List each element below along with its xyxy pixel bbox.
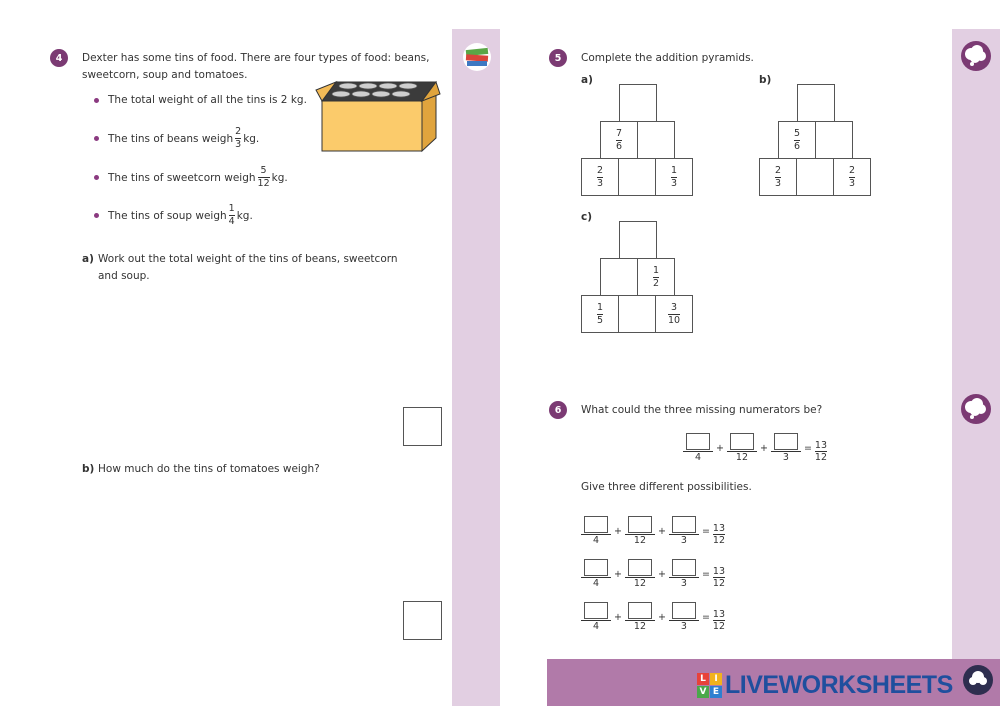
pyramid-c-top-box[interactable]	[619, 221, 657, 259]
q4-part-b-text: How much do the tins of tomatoes weigh?	[98, 463, 320, 475]
q5-label-b: b)	[759, 74, 772, 86]
pyramid-c-mid-right: $\frac{1}{2}$	[637, 258, 675, 296]
unit-kg: kg.	[271, 171, 288, 184]
q6-answer-equation-1: 4 + 12 + 3 = 13 12	[581, 516, 725, 546]
q4-part-a-label: a)	[82, 253, 94, 265]
question-5-number: 5	[549, 49, 567, 67]
thinking-cloud-icon	[960, 40, 992, 72]
fraction: $\frac{5}{12}$	[257, 165, 270, 189]
pyramid-a-mid-right-box[interactable]	[637, 121, 675, 159]
q4-bullet-sweetcorn-text: The tins of sweetcorn weigh	[108, 171, 256, 184]
logo-tile-e: E	[710, 686, 722, 698]
numerator-box[interactable]	[672, 559, 696, 576]
numerator-box[interactable]	[672, 602, 696, 619]
numerator-box[interactable]	[628, 559, 652, 576]
q4-bullet-beans-text: The tins of beans weigh	[108, 132, 234, 145]
left-page-sidebar	[452, 29, 500, 706]
unit-kg: kg.	[236, 209, 253, 222]
q4-part-a-answer-box[interactable]	[403, 407, 442, 446]
q6-example-equation: 4 + 12 + 3 = 13 12	[683, 433, 827, 463]
q5-label-c: c)	[581, 211, 593, 223]
q4-intro-line1: Dexter has some tins of food. There are four types of food: beans,	[82, 52, 430, 64]
white-rose-badge-icon	[962, 664, 994, 696]
numerator-box[interactable]	[628, 516, 652, 533]
numerator-box[interactable]	[672, 516, 696, 533]
q4-part-a-line1: Work out the total weight of the tins of beans, sweetcorn	[98, 253, 398, 265]
q5-title: Complete the addition pyramids.	[581, 52, 754, 64]
q4-part-a-line2: and soup.	[98, 270, 150, 282]
numerator-box[interactable]	[584, 602, 608, 619]
q6-answer-equation-2: 4 + 12 + 3 = 13 12	[581, 559, 725, 589]
pyramid-b-mid-right-box[interactable]	[815, 121, 853, 159]
right-page-sidebar	[952, 29, 1000, 706]
q4-bullet-soup-text: The tins of soup weigh	[108, 209, 227, 222]
pyramid-b-bot-right: $\frac{2}{3}$	[833, 158, 871, 196]
pyramid-b-bot-left: $\frac{2}{3}$	[759, 158, 797, 196]
q4-bullet-beans	[108, 127, 259, 150]
bullet-dot	[94, 98, 99, 103]
liveworksheets-logo[interactable]	[697, 671, 953, 699]
logo-tile-v: V	[697, 686, 709, 698]
logo-letter-tiles	[697, 673, 722, 698]
bullet-dot	[94, 175, 99, 180]
logo-tile-l: L	[697, 673, 709, 685]
thinking-cloud-icon	[960, 393, 992, 425]
numerator-box[interactable]	[584, 516, 608, 533]
pyramid-c-mid-left-box[interactable]	[600, 258, 638, 296]
pyramid-c-bot-left: $\frac{1}{5}$	[581, 295, 619, 333]
pyramid-c-bot-right: $\frac{3}{10}$	[655, 295, 693, 333]
pyramid-a-bot-middle-box[interactable]	[618, 158, 656, 196]
q4-bullet-total-weight: The total weight of all the tins is 2 kg.	[108, 94, 307, 106]
logo-wordmark: LIVEWORKSHEETS	[725, 670, 953, 699]
fraction: $\frac{2}{3}$	[235, 126, 242, 150]
numerator-box[interactable]	[730, 433, 754, 450]
numerator-box[interactable]	[584, 559, 608, 576]
box-of-tins-illustration	[314, 76, 444, 154]
pyramid-a-mid-left: $\frac{7}{6}$	[600, 121, 638, 159]
numerator-box[interactable]	[686, 433, 710, 450]
q6-answer-equation-3: 4 + 12 + 3 = 13 12	[581, 602, 725, 632]
books-icon	[461, 42, 493, 72]
q4-part-b-answer-box[interactable]	[403, 601, 442, 640]
pyramid-b-mid-left: $\frac{5}{6}$	[778, 121, 816, 159]
unit-kg: kg.	[243, 132, 260, 145]
pyramid-a-top-box[interactable]	[619, 84, 657, 122]
numerator-box[interactable]	[774, 433, 798, 450]
q6-give-text: Give three different possibilities.	[581, 481, 752, 493]
pyramid-c-bot-middle-box[interactable]	[618, 295, 656, 333]
numerator-box[interactable]	[628, 602, 652, 619]
q4-bullet-sweetcorn	[108, 166, 288, 189]
pyramid-b-top-box[interactable]	[797, 84, 835, 122]
bullet-dot	[94, 136, 99, 141]
q4-part-b-label: b)	[82, 463, 95, 475]
fraction: $\frac{1}{4}$	[228, 203, 235, 227]
question-4-number: 4	[50, 49, 68, 67]
pyramid-a-bot-right: $\frac{1}{3}$	[655, 158, 693, 196]
bullet-dot	[94, 213, 99, 218]
q4-bullet-soup	[108, 204, 253, 227]
question-6-number: 6	[549, 401, 567, 419]
pyramid-b-bot-middle-box[interactable]	[796, 158, 834, 196]
q5-label-a: a)	[581, 74, 593, 86]
q4-intro-line2: sweetcorn, soup and tomatoes.	[82, 69, 248, 81]
pyramid-a-bot-left: $\frac{2}{3}$	[581, 158, 619, 196]
q6-title: What could the three missing numerators be?	[581, 404, 823, 416]
logo-tile-i: I	[710, 673, 722, 685]
